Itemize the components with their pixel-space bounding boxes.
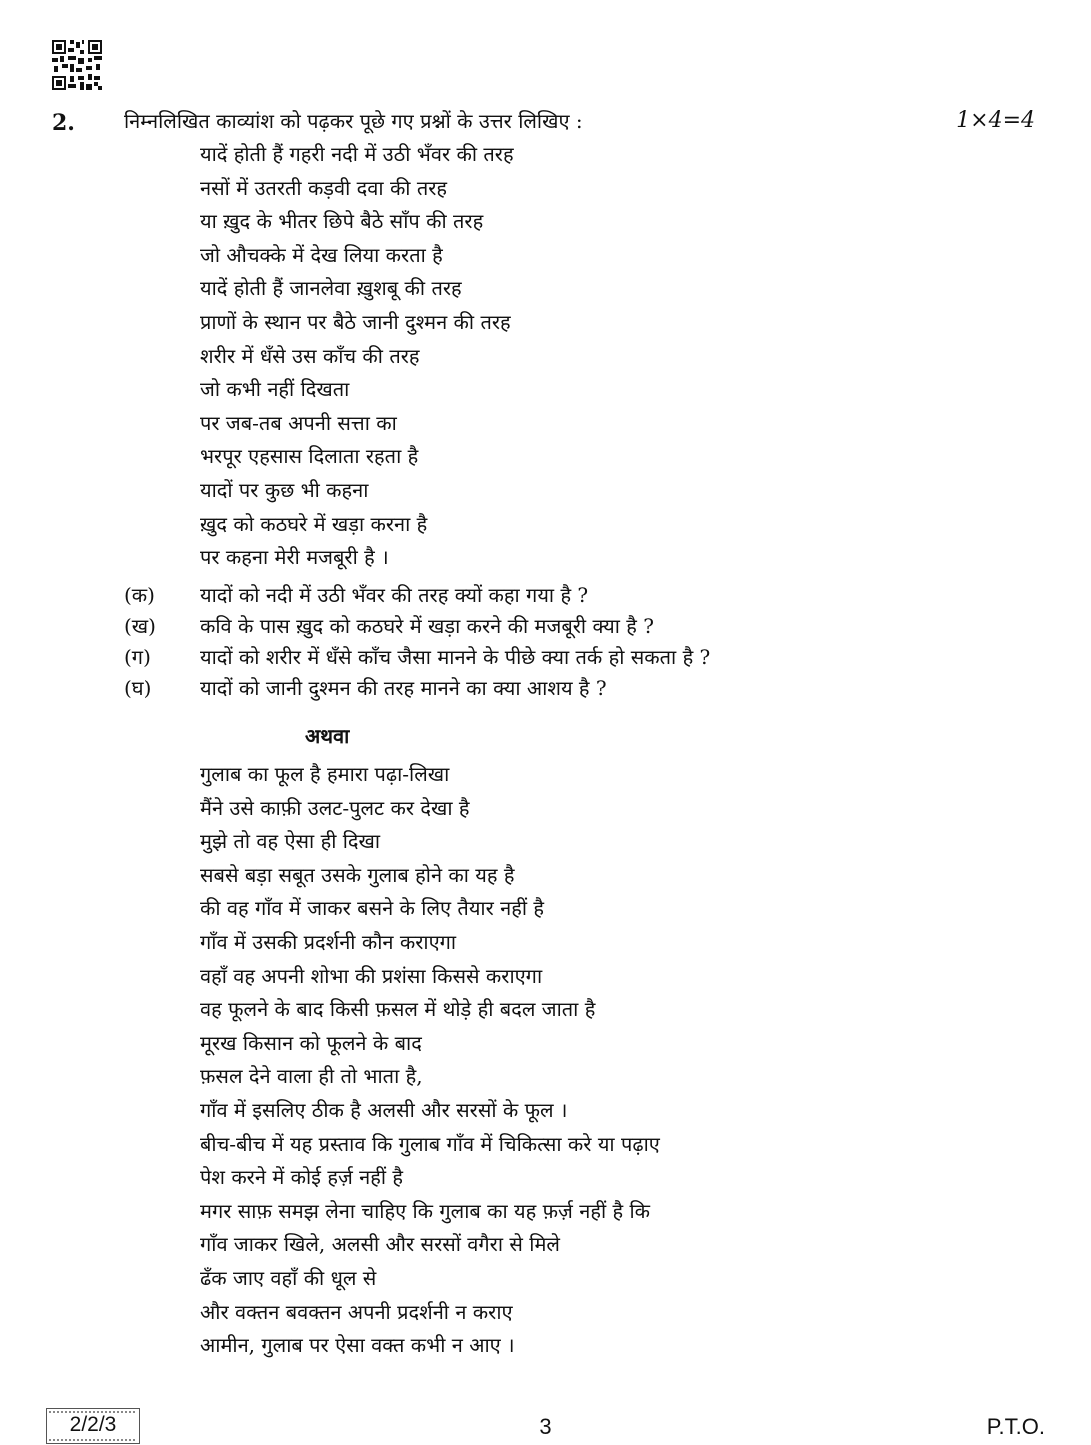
poem-line: पर जब-तब अपनी सत्ता का (200, 410, 397, 435)
subquestion-item (124, 611, 710, 642)
poem-line: गाँव में उसकी प्रदर्शनी कौन कराएगा (200, 929, 457, 954)
poem-line: ढँक जाए वहाँ की धूल से (200, 1265, 377, 1290)
poem-line: भरपूर एहसास दिलाता रहता है (200, 444, 419, 469)
subquestion-label: (ख) (124, 614, 156, 638)
poem-line: और वक्तन बवक्तन अपनी प्रदर्शनी न कराए (200, 1299, 513, 1324)
poem-line: यादों पर कुछ भी कहना (200, 477, 369, 502)
poem-line: गुलाब का फूल है हमारा पढ़ा-लिखा (200, 762, 450, 786)
poem-line: मगर साफ़ समझ लेना चाहिए कि गुलाब का यह फ़र्ज़ नहीं है कि (200, 1198, 651, 1223)
subquestion-text: यादों को जानी दुश्मन की तरह मानने का क्या आशय है ? (200, 676, 607, 700)
or-heading: अथवा (305, 724, 350, 748)
poem-line: गाँव जाकर खिले, अलसी और सरसों वगैरा से मिले (200, 1232, 560, 1257)
paper-code: 2/2/3 (69, 1413, 117, 1436)
poem-line: यादें होती हैं गहरी नदी में उठी भँवर की तरह (200, 142, 514, 166)
poem-line: मूरख किसान को फूलने के बाद (200, 1030, 422, 1055)
subquestion-label: (ग) (124, 645, 151, 669)
subquestion-item (124, 642, 710, 673)
page-number: 3 (539, 1414, 552, 1439)
poem-line: पेश करने में कोई हर्ज़ नहीं है (200, 1165, 404, 1190)
please-turn-over: P.T.O. (986, 1414, 1045, 1439)
subquestion-text: कवि के पास ख़ुद को कठघरे में खड़ा करने की मजबूरी क्या है ? (200, 614, 655, 638)
poem-extract-2 (200, 758, 660, 1363)
subquestion-item (124, 580, 710, 611)
subquestion-text: यादों को शरीर में धँसे काँच जैसा मानने के पीछे क्या तर्क हो सकता है ? (200, 645, 711, 669)
poem-line: या ख़ुद के भीतर छिपे बैठे साँप की तरह (200, 209, 484, 234)
subquestion-label: (घ) (124, 676, 152, 700)
poem-line: आमीन, गुलाब पर ऐसा वक्त कभी न आए । (200, 1333, 515, 1358)
poem-line: पर कहना मेरी मजबूरी है । (200, 545, 389, 570)
poem-line: प्राणों के स्थान पर बैठे जानी दुश्मन की तरह (200, 309, 511, 334)
qr-code (52, 40, 102, 90)
poem-line: वह फूलने के बाद किसी फ़सल में थोड़े ही बदल जाता है (200, 997, 596, 1022)
subquestion-list (124, 580, 710, 704)
poem-line: नसों में उतरती कड़वी दवा की तरह (200, 175, 448, 200)
subquestion-item (124, 673, 710, 704)
poem-line: जो कभी नहीं दिखता (200, 377, 350, 402)
poem-line: सबसे बड़ा सबूत उसके गुलाब होने का यह है (200, 862, 515, 887)
poem-line: फ़सल देने वाला ही तो भाता है, (200, 1064, 423, 1089)
question-instruction: निम्नलिखित काव्यांश को पढ़कर पूछे गए प्रश्नों के उत्तर लिखिए : (124, 109, 583, 133)
poem-line: की वह गाँव में जाकर बसने के लिए तैयार नहीं है (200, 896, 545, 921)
poem-line: गाँव में इसलिए ठीक है अलसी और सरसों के फूल । (200, 1097, 568, 1122)
poem-line: शरीर में धँसे उस काँच की तरह (200, 343, 420, 368)
poem-line: यादें होती हैं जानलेवा ख़ुशबू की तरह (200, 276, 462, 301)
poem-line: जो औचक्के में देख लिया करता है (200, 242, 443, 267)
poem-line: मुझे तो वह ऐसा ही दिखा (200, 829, 381, 854)
poem-line: बीच-बीच में यह प्रस्ताव कि गुलाब गाँव में चिकित्सा करे या पढ़ाए (200, 1131, 660, 1156)
subquestion-text: यादों को नदी में उठी भँवर की तरह क्यों कहा गया है ? (200, 583, 589, 607)
poem-line: मैंने उसे काफ़ी उलट-पुलट कर देखा है (200, 795, 470, 820)
question-marks: 1×4=4 (956, 108, 1035, 133)
subquestion-label: (क) (124, 583, 155, 607)
poem-line: वहाँ वह अपनी शोभा की प्रशंसा किससे कराएगा (200, 963, 543, 988)
question-number: 2. (52, 110, 75, 136)
poem-line: ख़ुद को कठघरे में खड़ा करना है (200, 511, 428, 536)
poem-extract-1 (200, 138, 514, 575)
